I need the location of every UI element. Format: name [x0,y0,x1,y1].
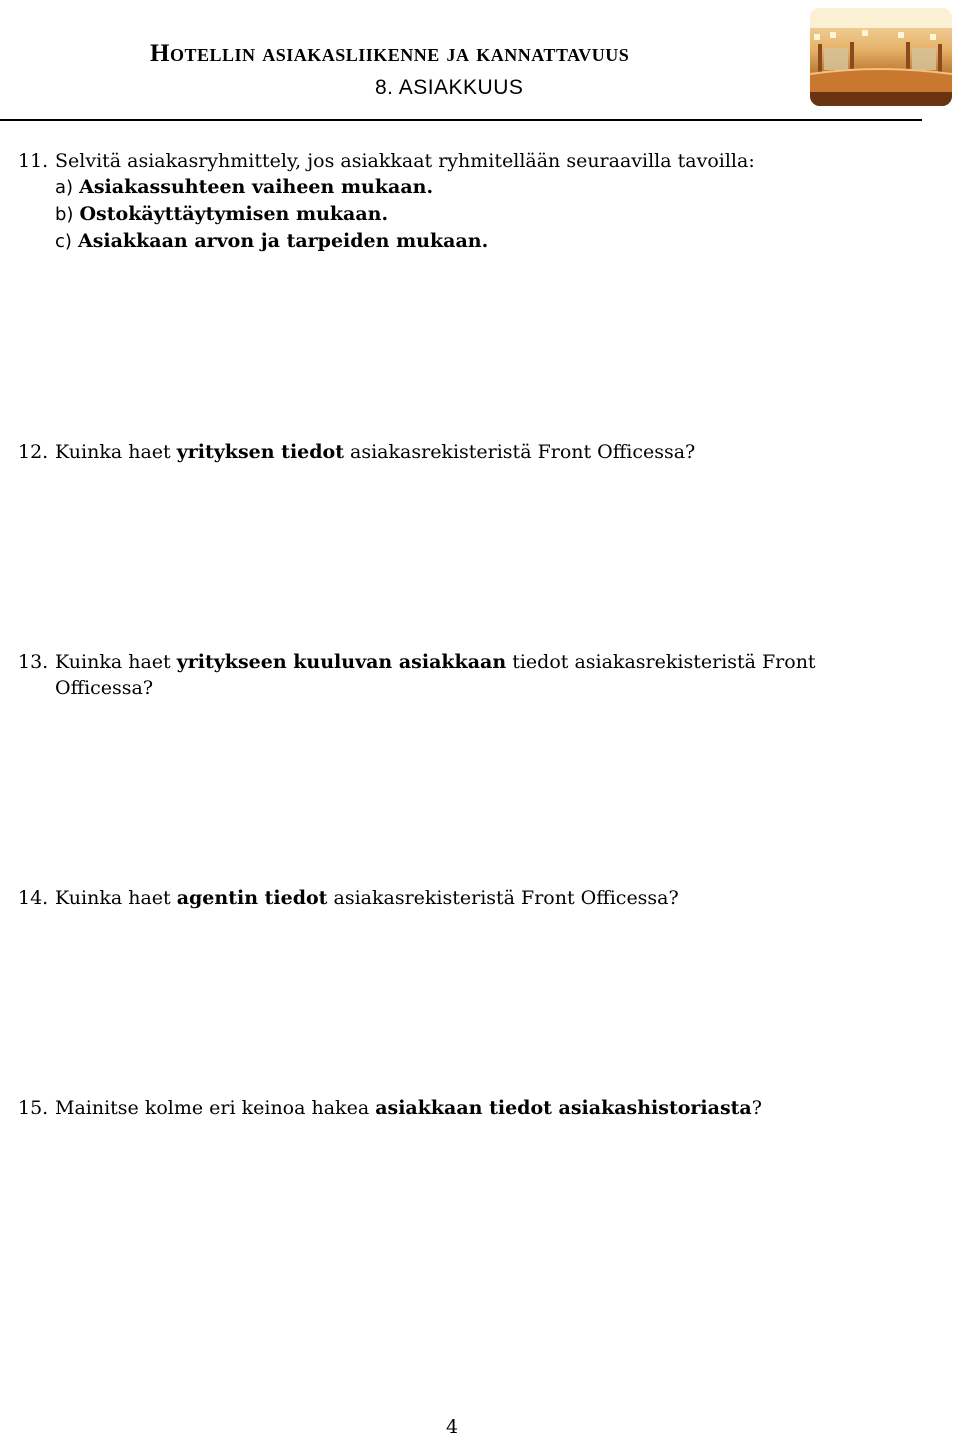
question-13 [18,649,918,701]
sub-item-letter: a) [55,177,74,198]
question-text-bold: yritykseen kuuluvan asiakkaan [176,651,507,673]
page-number: 4 [446,1416,459,1438]
question-15 [18,1095,918,1121]
question-text-post: asiakasrekisteristä Front Officessa? [350,441,696,463]
sub-item-b [18,201,918,228]
sub-item-text: Ostokäyttäytymisen mukaan. [79,203,389,225]
sub-item-a [18,174,918,201]
question-text-continuation: Officessa? [55,677,154,699]
question-text-bold: asiakkaan tiedot asiakashistoriasta [375,1097,752,1119]
sub-item-letter: c) [55,231,72,252]
question-text-post: tiedot asiakasrekisteristä Front [512,651,816,673]
hotel-reception-photo [810,8,952,106]
question-text-pre: Mainitse kolme eri keinoa hakea [55,1097,370,1119]
question-number: 12. [18,441,49,463]
header-subtitle: 8. ASIAKKUUS [375,76,524,99]
question-number: 15. [18,1097,49,1119]
question-text-pre: Kuinka haet [55,441,171,463]
question-number: 14. [18,887,49,909]
sub-item-text: Asiakkaan arvon ja tarpeiden mukaan. [77,230,489,252]
header-title: Hotellin asiakasliikenne ja kannattavuus [150,40,630,67]
question-14 [18,885,918,911]
question-text-bold: agentin tiedot [176,887,328,909]
sub-item-text: Asiakassuhteen vaiheen mukaan. [79,176,434,198]
question-number: 11. [18,150,49,172]
question-11 [18,148,918,255]
question-text-post: asiakasrekisteristä Front Officessa? [333,887,679,909]
question-text-post: ? [751,1097,762,1119]
question-text-pre: Kuinka haet [55,887,171,909]
question-text-bold: yrityksen tiedot [176,441,344,463]
question-12 [18,439,918,465]
sub-item-c [18,228,918,255]
question-number: 13. [18,651,49,673]
question-text: Selvitä asiakasryhmittely, jos asiakkaat ryhmitellään seuraavilla tavoilla: [55,150,755,172]
question-text-pre: Kuinka haet [55,651,171,673]
sub-item-letter: b) [55,204,74,225]
header-rule [0,119,922,121]
